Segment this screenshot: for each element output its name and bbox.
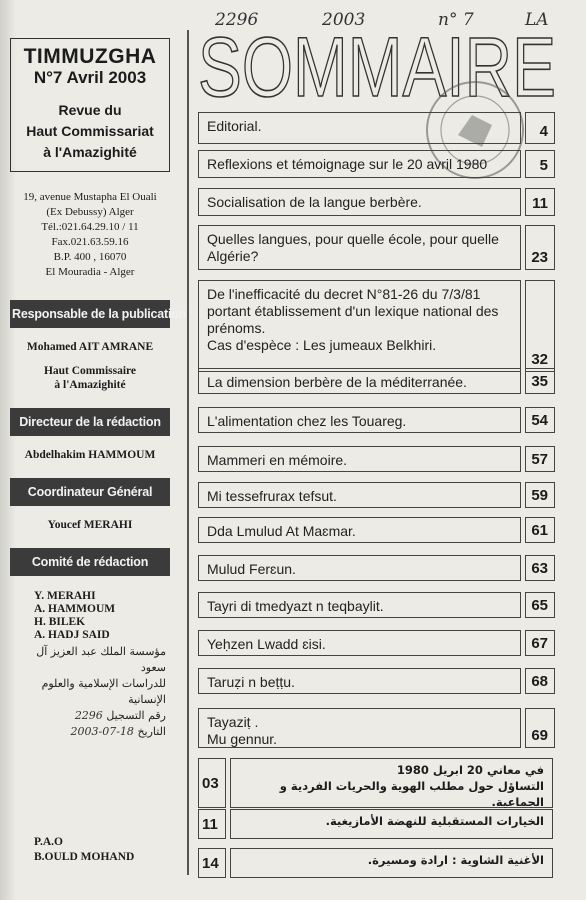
- masthead-column: [10, 38, 187, 740]
- handwritten-note-year: 2003: [322, 10, 366, 30]
- toc-entry-title: Yeḥzen Lwadd ɛisi.: [198, 630, 521, 656]
- toc-entry-title: Mammeri en mémoire.: [198, 446, 521, 472]
- toc-entry: [198, 592, 555, 618]
- handwritten-note-issue: n° 7: [438, 10, 474, 30]
- toc-arabic-entry-page: 03: [198, 758, 226, 808]
- toc-entry: [198, 482, 555, 508]
- editorial-committee-heading: Comité de rédaction: [10, 548, 170, 576]
- toc-entry: [198, 555, 555, 581]
- toc-entry-page: 4: [525, 112, 555, 144]
- toc-arabic-entry-title: في معاني 20 ابريل 1980 التساؤل حول مطلب الهوية والحريات الفردية و الجماعية.: [230, 758, 553, 808]
- toc-entry: [198, 668, 555, 694]
- column-divider: [187, 30, 189, 875]
- toc-arabic-entry: [198, 809, 553, 839]
- sommaire-title-text: SOMMAIRE: [198, 24, 556, 104]
- toc-entry-title: Dda Lmulud At Maɛmar.: [198, 517, 521, 543]
- toc-entry-page: 54: [525, 407, 555, 433]
- editorial-committee-list: Y. MERAHI A. HAMMOUM H. BILEK A. HADJ SAID: [34, 590, 116, 641]
- toc-entry-title: Mulud Ferɛun.: [198, 555, 521, 581]
- handwritten-note-number: 2296: [215, 10, 259, 30]
- toc-entry-page: 57: [525, 446, 555, 472]
- toc-arabic-entry: [198, 758, 553, 808]
- pao-credit: P.A.O B.OULD MOHAND: [34, 836, 135, 863]
- toc-entry-page: 61: [525, 517, 555, 543]
- publication-manager-name: Mohamed AIT AMRANE: [26, 341, 154, 353]
- toc-entry: [198, 407, 555, 433]
- magazine-title: TIMMUZGHA: [23, 45, 157, 68]
- toc-entry-page: 11: [525, 188, 555, 216]
- toc-entry-title: La dimension berbère de la méditerranée.: [198, 368, 521, 394]
- editorial-director-heading: Directeur de la rédaction: [10, 408, 170, 436]
- toc-arabic-entry-page: 11: [198, 809, 226, 839]
- masthead-box: [10, 38, 170, 172]
- toc-entry-page: 68: [525, 668, 555, 694]
- toc-entry-title: Tayri di tmedyazt n teqbaylit.: [198, 592, 521, 618]
- toc-arabic-entry-title: الأغنية الشاوية : ارادة ومسيرة.: [230, 848, 553, 878]
- toc-entry: [198, 368, 555, 394]
- toc-entry-page: 35: [525, 368, 555, 394]
- general-coordinator-name: Youcef MERAHI: [47, 519, 133, 531]
- toc-entry-title: De l'inefficacité du decret N°81-26 du 7/3/81 portant établissement d'un lexique national des prénoms. Cas d'espèce : Les jumeaux Belkhiri.: [198, 280, 521, 372]
- toc-arabic-entry-page: 14: [198, 848, 226, 878]
- toc-entry-page: 63: [525, 555, 555, 581]
- toc-entry: [198, 630, 555, 656]
- postal-address: 19, avenue Mustapha El Ouali (Ex Debussy) Alger Tél.:021.64.29.10 / 11 Fax.021.63.59.16 B.P. 400 , 16070 El Mouradia - Alger: [23, 191, 157, 278]
- issue-number: N°7 Avril 2003: [33, 68, 147, 87]
- publication-manager-role: Haut Commissaire à l'Amazighité: [43, 365, 137, 391]
- toc-entry: [198, 225, 555, 270]
- toc-entry: [198, 188, 555, 216]
- toc-entry-title: Socialisation de la langue berbère.: [198, 188, 521, 216]
- magazine-description: Revue du Haut Commissariat à l'Amazighité: [26, 102, 154, 160]
- toc-entry: [198, 112, 555, 144]
- toc-entry-title: Editorial.: [198, 112, 521, 144]
- library-stamp-text: مؤسسة الملك عبد العزيز آل سعود للدراسات الإسلامية والعلوم الإنسانية رقم التسجيل 2296 التاريخ 18-07-2003: [36, 645, 166, 738]
- toc-entry-page: 32: [525, 280, 555, 372]
- toc-entry-page: 59: [525, 482, 555, 508]
- general-coordinator-heading: Coordinateur Général: [10, 478, 170, 506]
- toc-entry-page: 67: [525, 630, 555, 656]
- toc-entry: [198, 150, 555, 178]
- editorial-director-name: Abdelhakim HAMMOUM: [24, 449, 156, 461]
- toc-entry-title: Quelles langues, pour quelle école, pour quelle Algérie?: [198, 225, 521, 270]
- toc-arabic-entry-title: الخيارات المستقبلية للنهضة الأمازيغية.: [230, 809, 553, 839]
- toc-entry-title: Taruẓi n beṭṭu.: [198, 668, 521, 694]
- toc-entry-page: 5: [525, 150, 555, 178]
- toc-entry: [198, 446, 555, 472]
- publication-manager-heading: Responsable de la publication: [10, 300, 170, 328]
- toc-entry: [198, 280, 555, 372]
- toc-entry-page: 23: [525, 225, 555, 270]
- toc-entry-title: L'alimentation chez les Touareg.: [198, 407, 521, 433]
- toc-entry-page: 65: [525, 592, 555, 618]
- toc-entry-title: Tayaziṭ . Mu gennur.: [198, 708, 521, 748]
- toc-entry: [198, 517, 555, 543]
- toc-entry-page: 69: [525, 708, 555, 748]
- toc-arabic-entry: [198, 848, 553, 878]
- toc-entry-title: Mi tessefrurax tefsut.: [198, 482, 521, 508]
- handwritten-note-code: LA: [525, 10, 549, 30]
- toc-entry-title: Reflexions et témoignage sur le 20 avril 1980: [198, 150, 521, 178]
- toc-entry: [198, 708, 555, 748]
